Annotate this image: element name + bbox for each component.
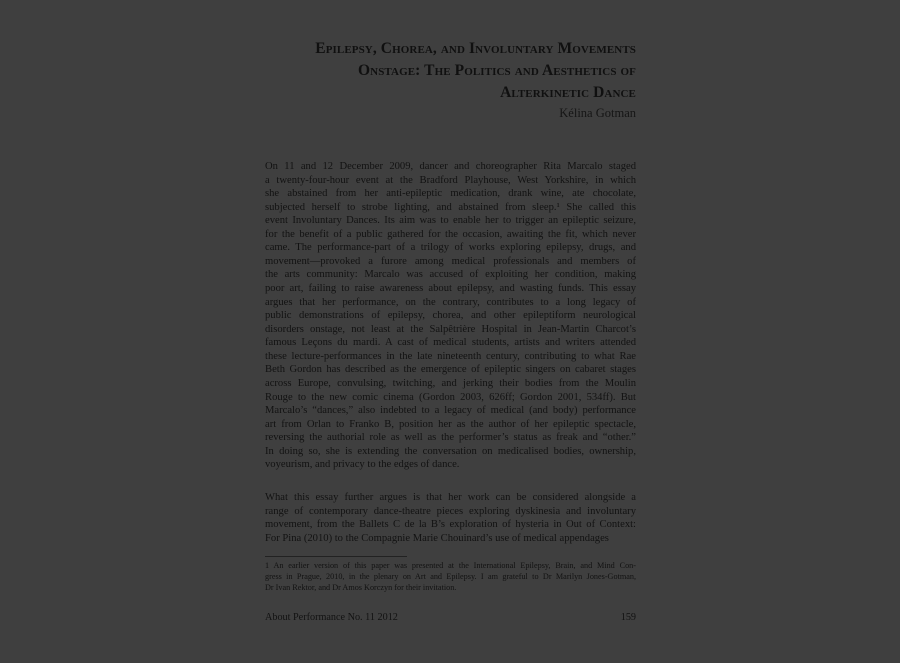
footnote-rule <box>265 556 407 557</box>
text-line: the arts community: Marcalo was accused of exploiting her condition, making <box>265 269 636 281</box>
text-line: public demonstrations of epilepsy, chorea, and other epileptiform neurological <box>265 310 636 322</box>
text-line: range of contemporary dance-theatre pieces exploring dyskinesia and involuntary <box>265 505 636 517</box>
text-line: reversing the authorial role as well as the performer’s status as freak and “other.” <box>265 432 636 444</box>
text-line: movement—provoked a furore among medical professionals and members of <box>265 255 636 267</box>
text-line: In doing so, she is extending the conversation on medicalised bodies, ownership, <box>265 445 636 457</box>
text-line: Beth Gordon has described as the emergence of epileptic singers on cabaret stages <box>265 364 636 376</box>
article-title-line-2: Onstage: The Politics and Aesthetics of <box>358 62 636 79</box>
text-line: For Pina (2010) to the Compagnie Marie Chouinard’s use of medical appendages <box>265 532 609 544</box>
text-line: a twenty-four-hour event at the Bradford Playhouse, West Yorkshire, in which <box>265 174 636 186</box>
journal-footer: About Performance No. 11 2012 <box>265 612 398 623</box>
text-line: famous Leçons du mardi. A cast of medical students, artists and writers attended <box>265 337 636 349</box>
text-line: poor art, failing to raise awareness about epilepsy, and wasting funds. This essay <box>265 283 636 295</box>
text-line: 1 An earlier version of this paper was presented at the International Epilepsy, Brain, and Mind Con- <box>265 561 636 570</box>
text-line: movement, from the Ballets C de la B’s exploration of hysteria in Out of Context: <box>265 519 636 531</box>
article-title-line-3: Alterkinetic Dance <box>500 84 636 101</box>
text-line: What this essay further argues is that her work can be considered alongside a <box>265 492 636 503</box>
text-line: On 11 and 12 December 2009, dancer and choreographer Rita Marcalo staged <box>265 161 636 172</box>
text-line: art from Orlan to Franko B, position her as the author of her epileptic spectacle, <box>265 418 636 430</box>
text-line: across Europe, convulsing, twitching, and jerking their bodies from the Moulin <box>265 377 636 389</box>
text-line: disorders onstage, not least at the Salpêtrière Hospital in Jean-Martin Charcot’s <box>265 323 636 335</box>
article-author: Kélina Gotman <box>559 106 636 120</box>
text-line: Dr Ivan Rektor, and Dr Amos Korczyn for their invitation. <box>265 583 457 593</box>
text-line: Rouge to the new comic cinema (Gordon 2003, 626ff; Gordon 2001, 534ff). But <box>265 391 636 403</box>
text-line: these lecture-performances in the late nineteenth century, contributing to what Rae <box>265 350 636 362</box>
text-line: for the benefit of a public gathered for the occasion, awaiting the fit, which never <box>265 228 636 240</box>
text-line: argues that her performance, on the contrary, contributes to a long legacy of <box>265 296 636 308</box>
text-line: gress in Prague, 2010, in the plenary on Art and Epilepsy. I am grateful to Dr Marilyn Jones-Gotman, <box>265 572 636 582</box>
text-line: Marcalo’s “dances,” also indebted to a legacy of medical (and body) performance <box>265 405 636 417</box>
text-line: came. The performance-part of a trilogy of works exploring epilepsy, drugs, and <box>265 242 636 254</box>
text-line: event Involuntary Dances. Its aim was to enable her to trigger an epileptic seizure, <box>265 215 636 227</box>
text-line: voyeurism, and privacy to the edges of dance. <box>265 459 460 471</box>
text-line: she abstained from her anti-epileptic medication, drank wine, ate chocolate, <box>265 188 636 200</box>
article-title-line-1: Epilepsy, Chorea, and Involuntary Movements <box>315 40 636 57</box>
page-number: 159 <box>620 612 636 623</box>
text-line: subjected herself to strobe lighting, and abstained from sleep.¹ She called this <box>265 201 636 213</box>
